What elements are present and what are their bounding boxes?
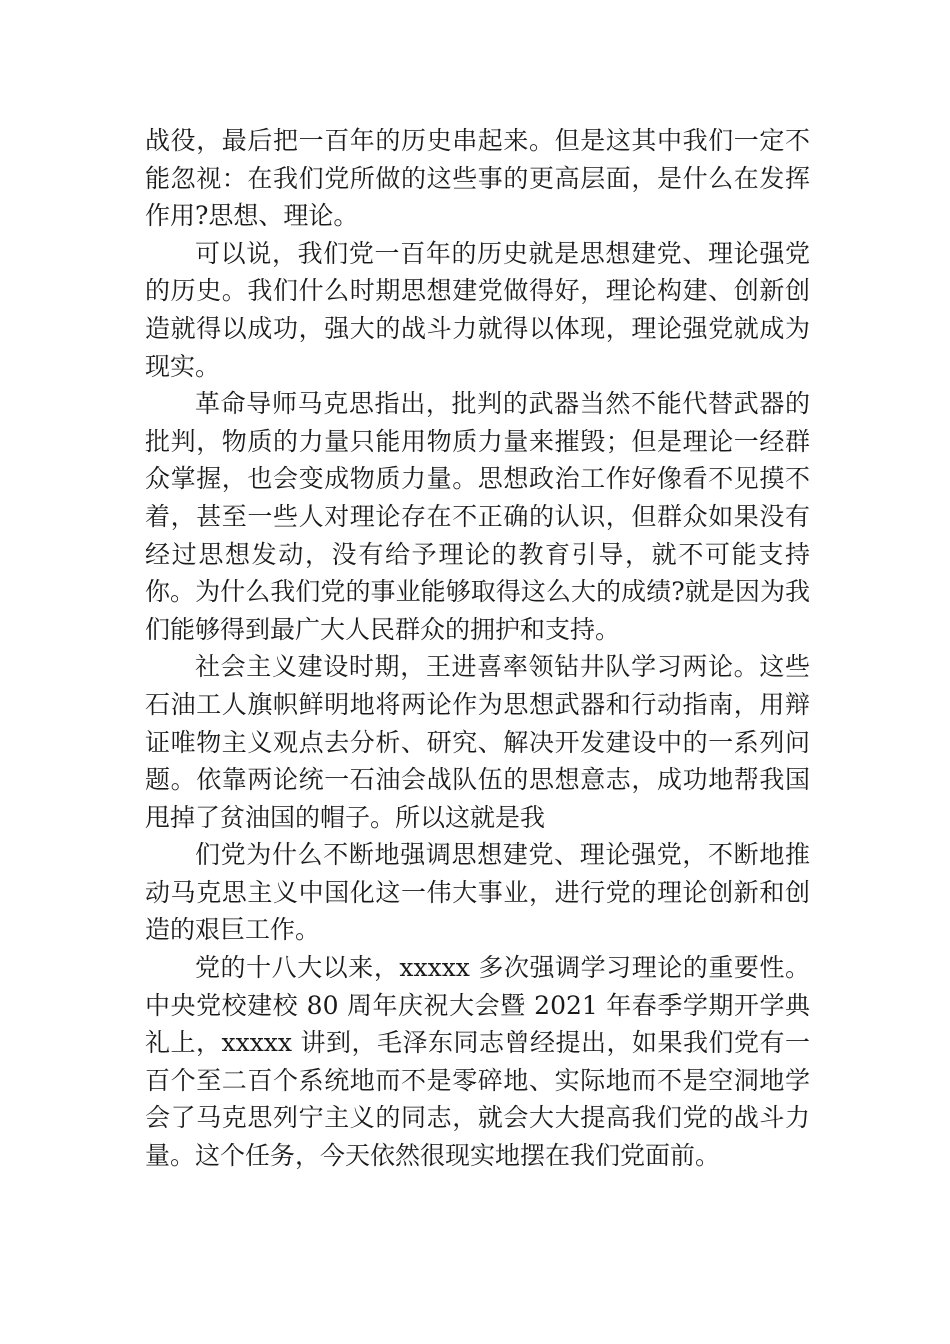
paragraph-continuation: 战役，最后把一百年的历史串起来。但是这其中我们一定不能忽视：在我们党所做的这些事的更高层面，是什么在发挥作用?思想、理论。: [145, 126, 810, 231]
paragraph-wang-jinxi: 社会主义建设时期，王进喜率领钻井队学习两论。这些石油工人旗帜鲜明地将两论作为思想武器和行动指南，用辩证唯物主义观点去分析、研究、解决开发建设中的一系列问题。依靠两论统一石油会战队伍的思想意志，成功地帮我国甩掉了贫油国的帽子。所以这就是我: [145, 652, 810, 832]
paragraph-theory-history: 可以说，我们党一百年的历史就是思想建党、理论强党的历史。我们什么时期思想建党做得好，理论构建、创新创造就得以成功，强大的战斗力就得以体现，理论强党就成为现实。: [145, 238, 810, 381]
paragraph-party-innovation: 们党为什么不断地强调思想建党、理论强党，不断地推动马克思主义中国化这一伟大事业，进行党的理论创新和创造的艰巨工作。: [145, 840, 810, 945]
paragraph-marx-quote: 革命导师马克思指出，批判的武器当然不能代替武器的批判，物质的力量只能用物质力量来摧毁；但是理论一经群众掌握，也会变成物质力量。思想政治工作好像看不见摸不着，甚至一些人对理论存在不正确的认识，但群众如果没有经过思想发动，没有给予理论的教育引导，就不可能支持你。为什么我们党的事业能够取得这么大的成绩?就是因为我们能够得到最广大人民群众的拥护和支持。: [145, 389, 810, 644]
document-body: [145, 122, 810, 1175]
paragraph-eighteenth-congress: 党的十八大以来，xxxxx 多次强调学习理论的重要性。中央党校建校 80 周年庆祝大会暨 2021 年春季学期开学典礼上，xxxxx 讲到，毛泽东同志曾经提出，如果我们党有一百个至二百个系统地而不是零碎地、实际地而不是空洞地学会了马克思列宁主义的同志，就会大大提高我们党的战斗力量。这个任务，今天依然很现实地摆在我们党面前。: [145, 953, 810, 1171]
